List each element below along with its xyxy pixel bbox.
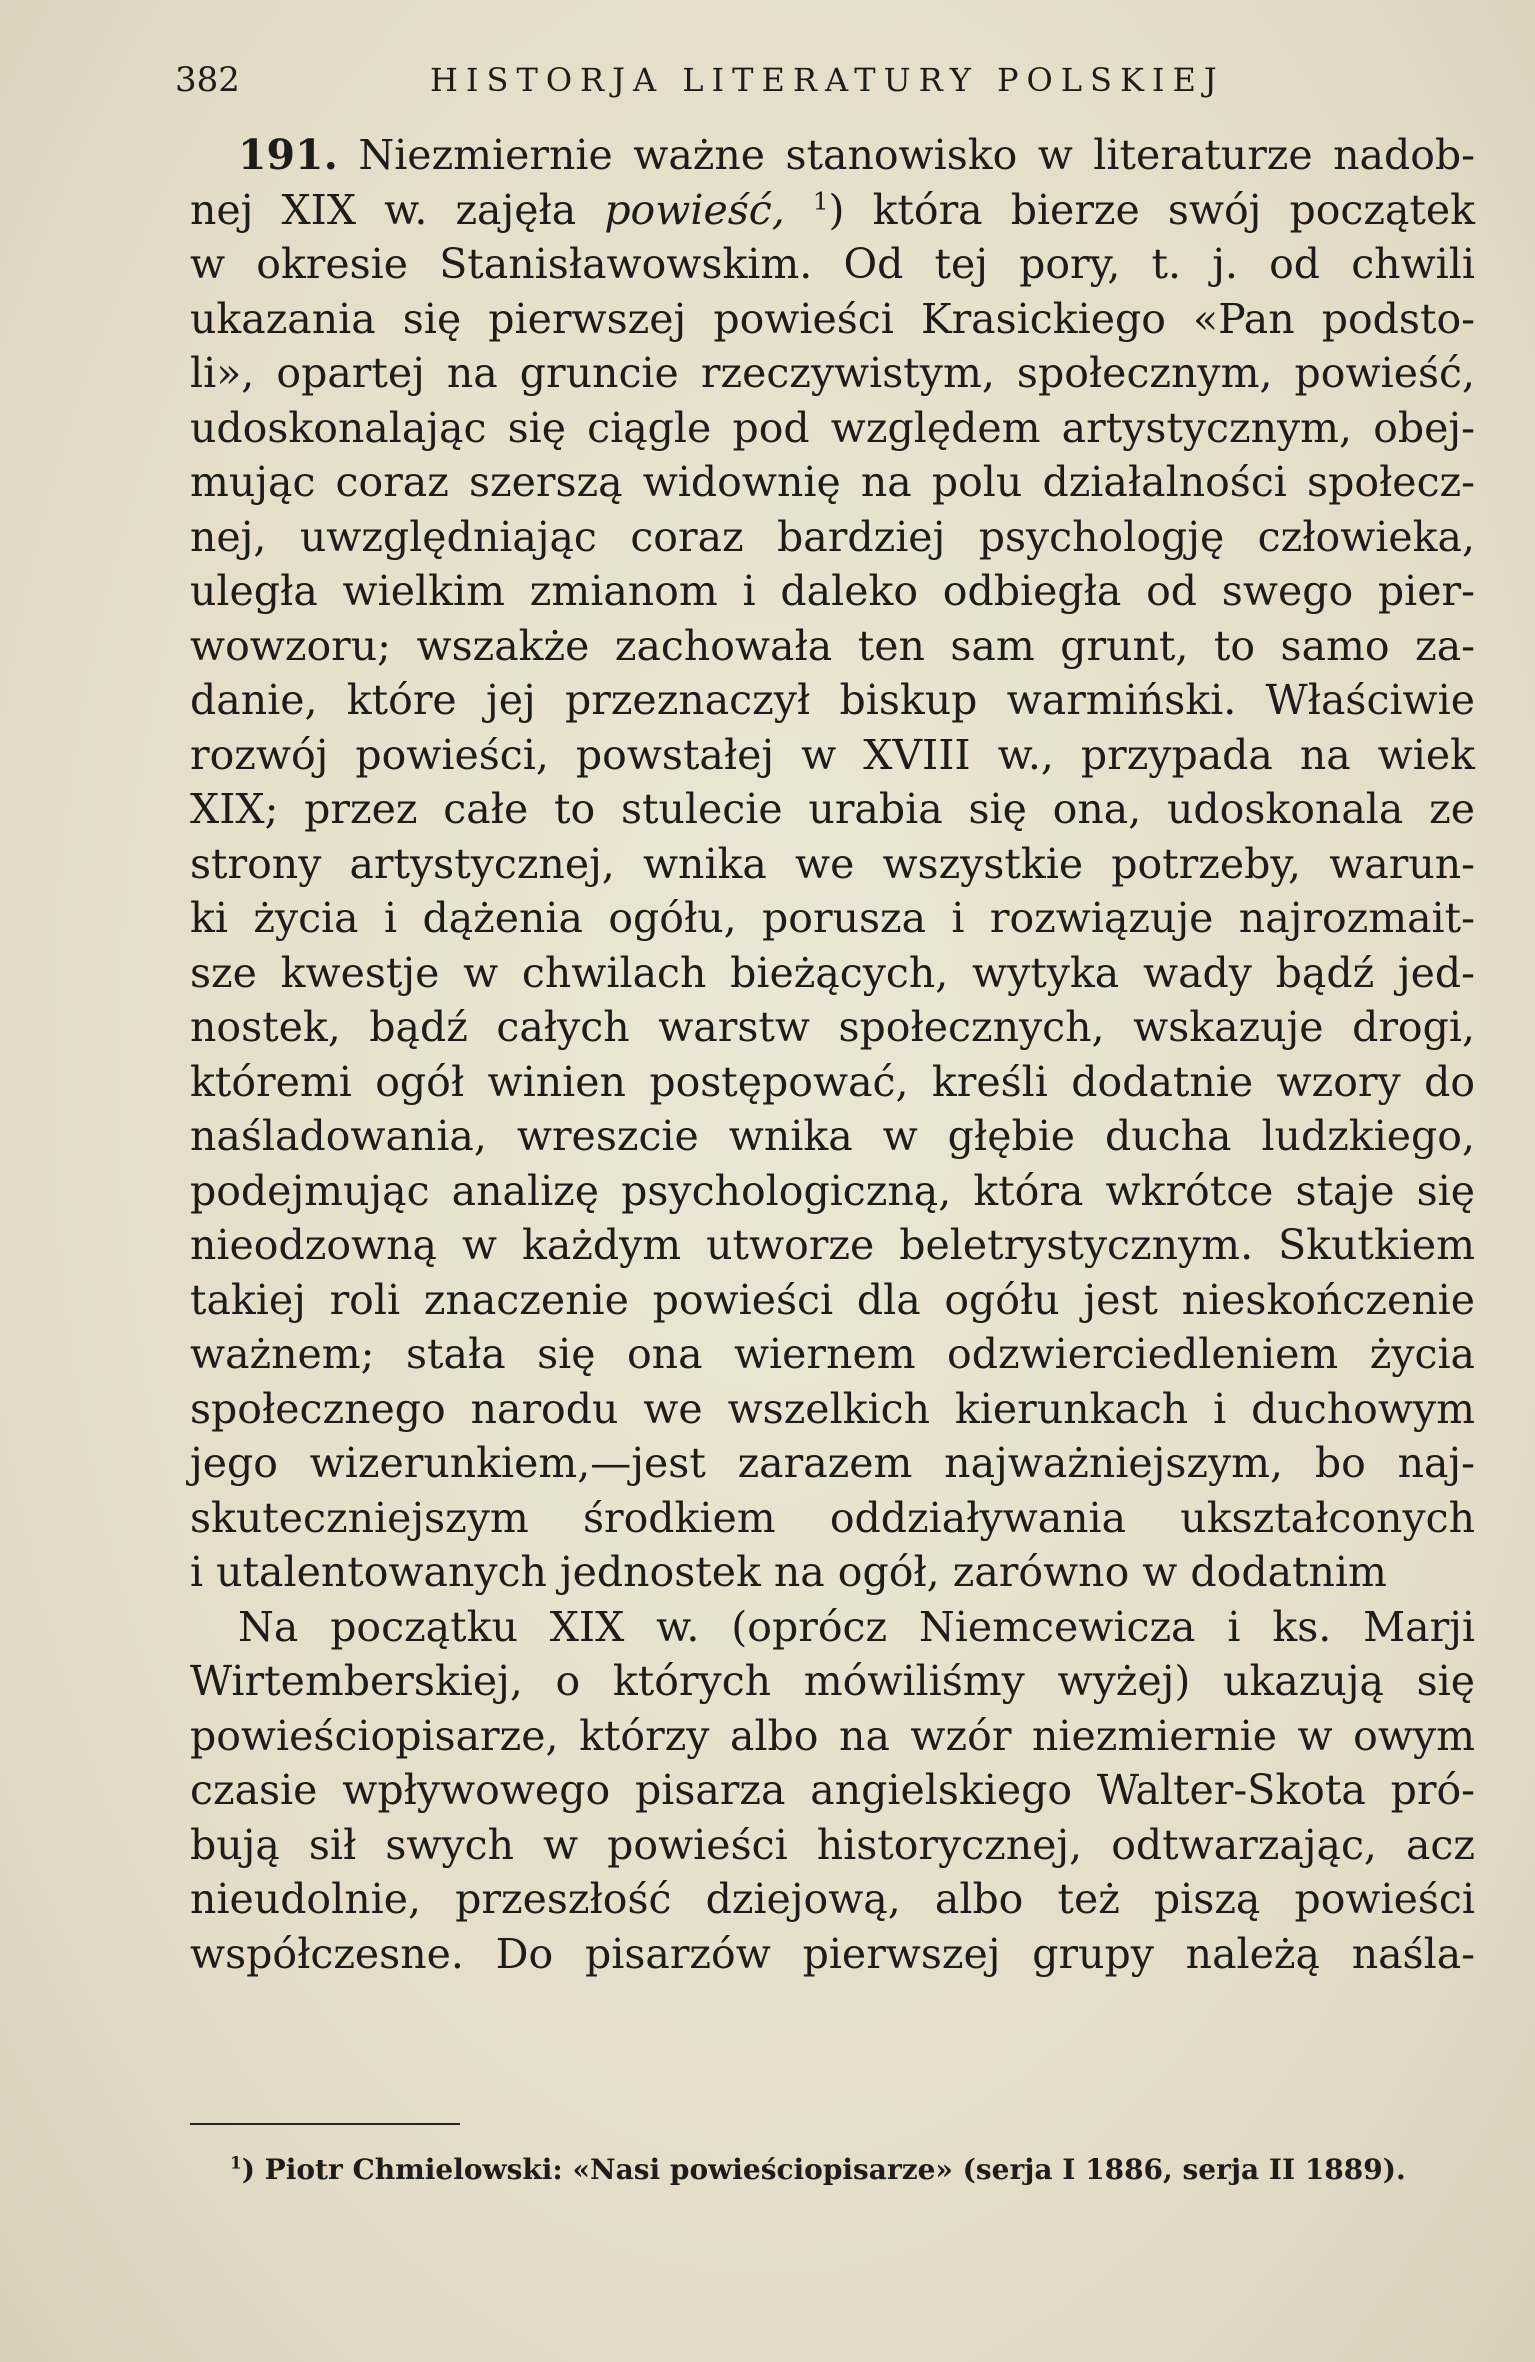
text-line: czasie wpływowego pisarza angielskiego Walter-Skota pró- (190, 1766, 1475, 1814)
footnote-text: ) Piotr Chmielowski: «Nasi powieściopisarze» (serja I 1886, serja II 1889). (241, 2153, 1406, 2186)
page-number: 382 (175, 60, 240, 100)
paragraph-1 (190, 128, 1475, 1600)
text-line: strony artystycznej, wnika we wszystkie potrzeby, warun- (190, 839, 1475, 888)
text-line: i utalentowanych jednostek na ogół, zarówno w dodatnim (190, 1548, 1387, 1596)
text-line: bują sił swych w powieści historycznej, odtwarzając, acz (190, 1820, 1475, 1869)
text-line: w okresie Stanisławowskim. Od tej pory, t. j. od chwili (190, 240, 1475, 288)
text-line: powieściopisarze, którzy albo na wzór niezmiernie w owym (190, 1711, 1475, 1760)
emphasized-word: powieść, (604, 185, 785, 234)
text-line: XIX; przez całe to stulecie urabia się ona, udoskonala ze (190, 785, 1475, 833)
text-line: Wirtemberskiej, o których mówiliśmy wyżej) ukazują się (190, 1657, 1475, 1705)
section-number: 191. (238, 131, 338, 179)
text-line: 191. Niezmiernie ważne stanowisko w literaturze nadob- (238, 131, 1475, 179)
text-line: społecznego narodu we wszelkich kierunkach i duchowym (190, 1384, 1475, 1433)
text-line: ważnem; stała się ona wiernem odzwierciedleniem życia (190, 1330, 1475, 1378)
text-line: wowzoru; wszakże zachowała ten sam grunt, to samo za- (190, 621, 1475, 670)
text-line: rozwój powieści, powstałej w XVIII w., przypada na wiek (190, 730, 1475, 779)
text-line: podejmując analizę psychologiczną, która wkrótce staje się (190, 1166, 1475, 1215)
text-line: nostek, bądź całych warstw społecznych, wskazuje drogi, (190, 1003, 1475, 1051)
text-line: ki życia i dążenia ogółu, porusza i rozwiązuje najrozmait- (190, 894, 1475, 942)
text-line: nej XIX w. zajęła powieść, $^1$) która bierze swój początek (190, 185, 1475, 234)
text-line: naśladowania, wreszcie wnika w głębie ducha ludzkiego, (190, 1112, 1475, 1160)
paragraph-2 (190, 1600, 1475, 1982)
text-line: uległa wielkim zmianom i daleko odbiegła od swego pier- (190, 567, 1475, 615)
text-line: nej, uwzględniając coraz bardziej psychologję człowieka, (190, 512, 1475, 561)
text-line: ukazania się pierwszej powieści Krasickiego «Pan podsto- (190, 294, 1475, 343)
text-line: skuteczniejszym środkiem oddziaływania ukształconych (190, 1493, 1475, 1542)
text-line: nieudolnie, przeszłość dziejową, albo też piszą powieści (190, 1875, 1475, 1923)
text-line: Na początku XIX w. (oprócz Niemcewicza i ks. Marji (238, 1602, 1475, 1651)
page-header (175, 60, 1475, 110)
text-line: mując coraz szerszą widownię na polu działalności społecz- (190, 458, 1475, 506)
text-line: nieodzowną w każdym utworze beletrystycznym. Skutkiem (190, 1221, 1475, 1269)
footnote-ref: 1 (812, 185, 829, 215)
body-text (190, 128, 1475, 1981)
text-line: li», opartej na gruncie rzeczywistym, społecznym, powieść, (190, 349, 1475, 397)
running-head: HISTORJA LITERATURY POLSKIEJ (430, 61, 1225, 99)
text-line: udoskonalając się ciągle pod względem artystycznym, obej- (190, 403, 1475, 452)
footnote-divider (190, 2123, 460, 2125)
footnote-marker: 1 (230, 2152, 242, 2173)
text-line: któremi ogół winien postępować, kreśli dodatnie wzory do (190, 1057, 1475, 1106)
text-line: danie, które jej przeznaczył biskup warmiński. Właściwie (190, 676, 1475, 724)
text-line: takiej roli znaczenie powieści dla ogółu jest nieskończenie (190, 1275, 1475, 1324)
footnote (230, 2152, 1460, 2188)
text-line: współczesne. Do pisarzów pierwszej grupy należą naśla- (190, 1929, 1475, 1978)
text-line: sze kwestje w chwilach bieżących, wytyka wady bądź jed- (190, 948, 1475, 997)
text-line: jego wizerunkiem,—jest zarazem najważniejszym, bo naj- (190, 1439, 1475, 1487)
